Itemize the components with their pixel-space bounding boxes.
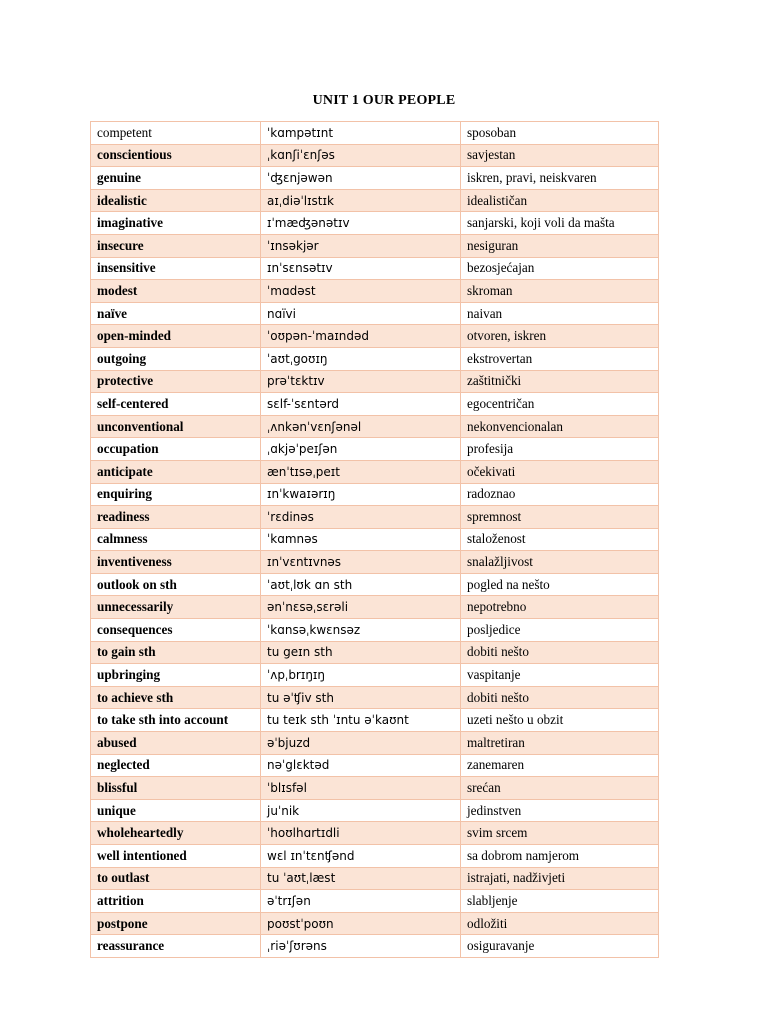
translation-cell: istrajati, nadživjeti: [461, 867, 659, 890]
pronunciation-cell: ˌriəˈʃʊrəns: [261, 935, 461, 958]
pronunciation-cell: ˈɪnsəkjər: [261, 234, 461, 257]
pronunciation-cell: ɪnˈkwaɪərɪŋ: [261, 483, 461, 506]
pronunciation-cell: ˌʌnkənˈvɛnʃənəl: [261, 415, 461, 438]
pronunciation-cell: ɪˈmæʤənətɪv: [261, 212, 461, 235]
translation-cell: sposoban: [461, 122, 659, 145]
table-row: [91, 438, 659, 461]
term-cell: to achieve sth: [91, 686, 261, 709]
term-cell: protective: [91, 370, 261, 393]
term-cell: anticipate: [91, 460, 261, 483]
pronunciation-cell: ɪnˈsɛnsətɪv: [261, 257, 461, 280]
translation-cell: zaštitnički: [461, 370, 659, 393]
pronunciation-cell: nɑïvi: [261, 302, 461, 325]
term-cell: unnecessarily: [91, 596, 261, 619]
translation-cell: slabljenje: [461, 890, 659, 913]
table-row: [91, 347, 659, 370]
translation-cell: savjestan: [461, 144, 659, 167]
table-row: [91, 280, 659, 303]
translation-cell: posljedice: [461, 619, 659, 642]
pronunciation-cell: əˈbjuzd: [261, 732, 461, 755]
term-cell: self-centered: [91, 393, 261, 416]
pronunciation-cell: prəˈtɛktɪv: [261, 370, 461, 393]
translation-cell: spremnost: [461, 506, 659, 529]
translation-cell: snalažljivost: [461, 551, 659, 574]
pronunciation-cell: ənˈnɛsəˌsɛrəli: [261, 596, 461, 619]
table-row: [91, 393, 659, 416]
term-cell: open-minded: [91, 325, 261, 348]
pronunciation-cell: tu ˈaʊtˌlæst: [261, 867, 461, 890]
translation-cell: egocentričan: [461, 393, 659, 416]
term-cell: to outlast: [91, 867, 261, 890]
table-row: [91, 302, 659, 325]
table-row: [91, 619, 659, 642]
term-cell: competent: [91, 122, 261, 145]
table-row: [91, 460, 659, 483]
table-row: [91, 506, 659, 529]
term-cell: upbringing: [91, 664, 261, 687]
translation-cell: naivan: [461, 302, 659, 325]
table-row: [91, 777, 659, 800]
table-row: [91, 709, 659, 732]
pronunciation-cell: ˈhoʊlhɑrtɪdli: [261, 822, 461, 845]
translation-cell: radoznao: [461, 483, 659, 506]
pronunciation-cell: ˈblɪsfəl: [261, 777, 461, 800]
term-cell: genuine: [91, 167, 261, 190]
table-row: [91, 822, 659, 845]
term-cell: postpone: [91, 912, 261, 935]
translation-cell: svim srcem: [461, 822, 659, 845]
translation-cell: vaspitanje: [461, 664, 659, 687]
pronunciation-cell: ˈkɑmpətɪnt: [261, 122, 461, 145]
translation-cell: dobiti nešto: [461, 641, 659, 664]
term-cell: readiness: [91, 506, 261, 529]
term-cell: occupation: [91, 438, 261, 461]
pronunciation-cell: tu əˈʧiv sth: [261, 686, 461, 709]
pronunciation-cell: ˈoʊpən-ˈmaɪndəd: [261, 325, 461, 348]
table-row: [91, 144, 659, 167]
translation-cell: bezosjećajan: [461, 257, 659, 280]
pronunciation-cell: nəˈglɛktəd: [261, 754, 461, 777]
translation-cell: otvoren, iskren: [461, 325, 659, 348]
table-row: [91, 234, 659, 257]
translation-cell: skroman: [461, 280, 659, 303]
translation-cell: nekonvencionalan: [461, 415, 659, 438]
page-title: UNIT 1 OUR PEOPLE: [312, 93, 456, 108]
term-cell: outlook on sth: [91, 573, 261, 596]
table-row: [91, 415, 659, 438]
table-row: [91, 122, 659, 145]
translation-cell: sanjarski, koji voli da mašta: [461, 212, 659, 235]
term-cell: inventiveness: [91, 551, 261, 574]
translation-cell: zanemaren: [461, 754, 659, 777]
term-cell: unique: [91, 799, 261, 822]
translation-cell: nepotrebno: [461, 596, 659, 619]
term-cell: consequences: [91, 619, 261, 642]
table-row: [91, 483, 659, 506]
term-cell: wholeheartedly: [91, 822, 261, 845]
table-row: [91, 370, 659, 393]
table-row: [91, 325, 659, 348]
term-cell: conscientious: [91, 144, 261, 167]
translation-cell: jedinstven: [461, 799, 659, 822]
pronunciation-cell: ˌkɑnʃiˈɛnʃəs: [261, 144, 461, 167]
term-cell: reassurance: [91, 935, 261, 958]
table-row: [91, 935, 659, 958]
pronunciation-cell: sɛlf-ˈsɛntərd: [261, 393, 461, 416]
table-row: [91, 664, 659, 687]
pronunciation-cell: tu teɪk sth ˈɪntu əˈkaʊnt: [261, 709, 461, 732]
pronunciation-cell: ˈrɛdinəs: [261, 506, 461, 529]
translation-cell: sa dobrom namjerom: [461, 845, 659, 868]
table-row: [91, 641, 659, 664]
pronunciation-cell: ˈaʊtˌlʊk ɑn sth: [261, 573, 461, 596]
term-cell: neglected: [91, 754, 261, 777]
pronunciation-cell: ˈkɑmnəs: [261, 528, 461, 551]
table-row: [91, 732, 659, 755]
term-cell: attrition: [91, 890, 261, 913]
term-cell: insecure: [91, 234, 261, 257]
translation-cell: pogled na nešto: [461, 573, 659, 596]
table-row: [91, 890, 659, 913]
term-cell: calmness: [91, 528, 261, 551]
term-cell: outgoing: [91, 347, 261, 370]
table-row: [91, 257, 659, 280]
table-row: [91, 799, 659, 822]
translation-cell: srećan: [461, 777, 659, 800]
translation-cell: odložiti: [461, 912, 659, 935]
term-cell: blissful: [91, 777, 261, 800]
table-row: [91, 845, 659, 868]
table-row: [91, 551, 659, 574]
table-row: [91, 686, 659, 709]
term-cell: to take sth into account: [91, 709, 261, 732]
pronunciation-cell: ˈmɑdəst: [261, 280, 461, 303]
translation-cell: iskren, pravi, neiskvaren: [461, 167, 659, 190]
pronunciation-cell: ɪnˈvɛntɪvnəs: [261, 551, 461, 574]
translation-cell: nesiguran: [461, 234, 659, 257]
pronunciation-cell: tu geɪn sth: [261, 641, 461, 664]
pronunciation-cell: aɪˌdiəˈlɪstɪk: [261, 189, 461, 212]
table-row: [91, 754, 659, 777]
pronunciation-cell: juˈnik: [261, 799, 461, 822]
term-cell: imaginative: [91, 212, 261, 235]
pronunciation-cell: ˈaʊtˌgoʊɪŋ: [261, 347, 461, 370]
vocabulary-table-body: [91, 122, 659, 958]
pronunciation-cell: ˈkɑnsəˌkwɛnsəz: [261, 619, 461, 642]
translation-cell: ekstrovertan: [461, 347, 659, 370]
table-row: [91, 167, 659, 190]
table-row: [91, 528, 659, 551]
translation-cell: osiguravanje: [461, 935, 659, 958]
vocabulary-table: [90, 121, 659, 958]
table-row: [91, 596, 659, 619]
pronunciation-cell: əˈtrɪʃən: [261, 890, 461, 913]
table-row: [91, 189, 659, 212]
pronunciation-cell: poʊstˈpoʊn: [261, 912, 461, 935]
translation-cell: idealističan: [461, 189, 659, 212]
term-cell: well intentioned: [91, 845, 261, 868]
term-cell: naïve: [91, 302, 261, 325]
pronunciation-cell: ˈʌpˌbrɪŋɪŋ: [261, 664, 461, 687]
translation-cell: uzeti nešto u obzit: [461, 709, 659, 732]
translation-cell: očekivati: [461, 460, 659, 483]
term-cell: idealistic: [91, 189, 261, 212]
table-row: [91, 912, 659, 935]
translation-cell: profesija: [461, 438, 659, 461]
term-cell: abused: [91, 732, 261, 755]
pronunciation-cell: wɛl ɪnˈtɛnʧənd: [261, 845, 461, 868]
translation-cell: maltretiran: [461, 732, 659, 755]
pronunciation-cell: ˈʤɛnjəwən: [261, 167, 461, 190]
translation-cell: staloženost: [461, 528, 659, 551]
term-cell: unconventional: [91, 415, 261, 438]
table-row: [91, 867, 659, 890]
term-cell: enquiring: [91, 483, 261, 506]
table-row: [91, 573, 659, 596]
table-row: [91, 212, 659, 235]
term-cell: to gain sth: [91, 641, 261, 664]
pronunciation-cell: ænˈtɪsəˌpeɪt: [261, 460, 461, 483]
pronunciation-cell: ˌɑkjəˈpeɪʃən: [261, 438, 461, 461]
term-cell: insensitive: [91, 257, 261, 280]
term-cell: modest: [91, 280, 261, 303]
translation-cell: dobiti nešto: [461, 686, 659, 709]
